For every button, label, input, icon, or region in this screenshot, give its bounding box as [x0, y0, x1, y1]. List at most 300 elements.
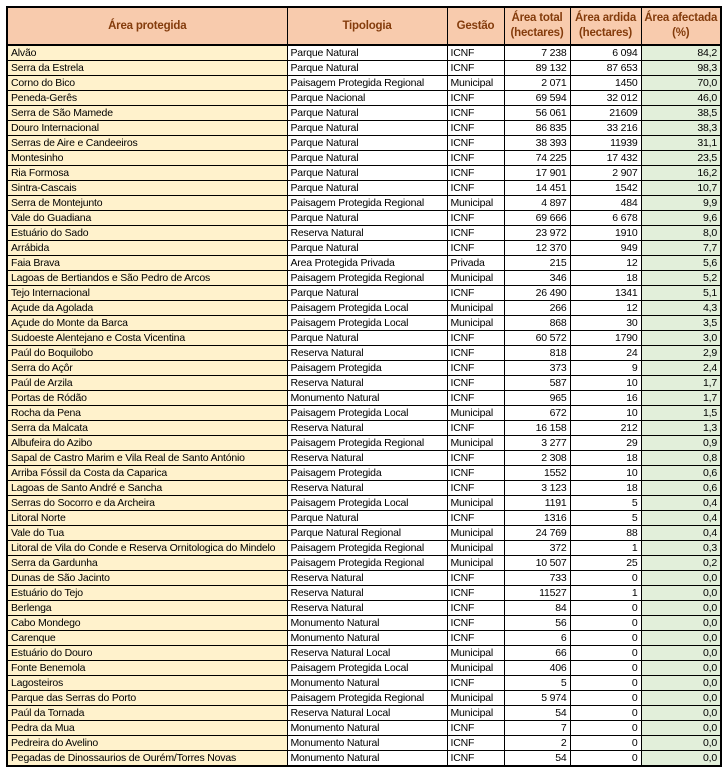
cell-area-ardida: 17 432 — [570, 151, 641, 166]
cell-area-protegida: Montesinho — [7, 151, 287, 166]
table-row — [7, 45, 721, 61]
table-row — [7, 151, 721, 166]
table-row — [7, 676, 721, 691]
cell-gestao: ICNF — [447, 751, 504, 767]
table-row — [7, 421, 721, 436]
cell-gestao: ICNF — [447, 226, 504, 241]
cell-area-afectada: 0,0 — [641, 676, 721, 691]
cell-area-afectada: 0,0 — [641, 586, 721, 601]
table-row — [7, 406, 721, 421]
table-row — [7, 76, 721, 91]
cell-area-protegida: Paúl de Arzila — [7, 376, 287, 391]
cell-tipologia: Monumento Natural — [287, 721, 447, 736]
cell-area-ardida: 0 — [570, 646, 641, 661]
cell-area-afectada: 3,0 — [641, 331, 721, 346]
table-row — [7, 706, 721, 721]
cell-area-afectada: 7,7 — [641, 241, 721, 256]
cell-area-total: 89 132 — [504, 61, 570, 76]
cell-area-afectada: 1,7 — [641, 376, 721, 391]
cell-area-protegida: Serra da Malcata — [7, 421, 287, 436]
table-row — [7, 391, 721, 406]
cell-tipologia: Monumento Natural — [287, 676, 447, 691]
cell-area-total: 5 — [504, 676, 570, 691]
table-row — [7, 121, 721, 136]
cell-gestao: ICNF — [447, 466, 504, 481]
column-header-area-total: Área total (hectares) — [504, 7, 570, 45]
table-row — [7, 556, 721, 571]
cell-area-afectada: 0,9 — [641, 436, 721, 451]
cell-area-ardida: 0 — [570, 661, 641, 676]
cell-area-afectada: 0,0 — [641, 631, 721, 646]
cell-area-protegida: Serra do Açôr — [7, 361, 287, 376]
cell-area-protegida: Litoral Norte — [7, 511, 287, 526]
cell-area-afectada: 0,0 — [641, 751, 721, 767]
cell-area-protegida: Sapal de Castro Marim e Vila Real de Santo António — [7, 451, 287, 466]
cell-area-ardida: 0 — [570, 706, 641, 721]
cell-tipologia: Parque Natural — [287, 511, 447, 526]
cell-area-total: 346 — [504, 271, 570, 286]
cell-gestao: ICNF — [447, 211, 504, 226]
cell-gestao: Municipal — [447, 556, 504, 571]
cell-area-ardida: 11939 — [570, 136, 641, 151]
cell-tipologia: Reserva Natural — [287, 571, 447, 586]
table-row — [7, 601, 721, 616]
cell-area-total: 84 — [504, 601, 570, 616]
table-row — [7, 616, 721, 631]
table-row — [7, 631, 721, 646]
table-row — [7, 61, 721, 76]
cell-tipologia: Parque Natural — [287, 211, 447, 226]
table-header — [7, 7, 721, 45]
cell-area-protegida: Faia Brava — [7, 256, 287, 271]
cell-area-protegida: Serra de Montejunto — [7, 196, 287, 211]
cell-area-total: 373 — [504, 361, 570, 376]
cell-tipologia: Paisagem Protegida Local — [287, 316, 447, 331]
cell-gestao: ICNF — [447, 616, 504, 631]
cell-gestao: ICNF — [447, 601, 504, 616]
cell-area-protegida: Litoral de Vila do Conde e Reserva Ornitologica do Mindelo — [7, 541, 287, 556]
cell-area-afectada: 1,7 — [641, 391, 721, 406]
cell-gestao: Municipal — [447, 196, 504, 211]
cell-gestao: Municipal — [447, 76, 504, 91]
cell-tipologia: Paisagem Protegida Local — [287, 406, 447, 421]
cell-area-total: 266 — [504, 301, 570, 316]
cell-area-afectada: 0,6 — [641, 466, 721, 481]
table-row — [7, 511, 721, 526]
cell-area-afectada: 0,4 — [641, 526, 721, 541]
cell-area-protegida: Berlenga — [7, 601, 287, 616]
table-row — [7, 196, 721, 211]
table-row — [7, 271, 721, 286]
cell-area-afectada: 0,0 — [641, 616, 721, 631]
cell-area-total: 2 — [504, 736, 570, 751]
cell-tipologia: Parque Natural — [287, 45, 447, 61]
cell-area-protegida: Dunas de São Jacinto — [7, 571, 287, 586]
cell-tipologia: Parque Natural — [287, 331, 447, 346]
cell-area-ardida: 0 — [570, 571, 641, 586]
table-row — [7, 691, 721, 706]
cell-area-afectada: 9,9 — [641, 196, 721, 211]
header-row — [7, 7, 721, 45]
cell-tipologia: Area Protegida Privada — [287, 256, 447, 271]
cell-area-total: 2 071 — [504, 76, 570, 91]
cell-area-total: 406 — [504, 661, 570, 676]
cell-area-total: 672 — [504, 406, 570, 421]
cell-tipologia: Reserva Natural Local — [287, 646, 447, 661]
cell-area-total: 74 225 — [504, 151, 570, 166]
column-header-gestao: Gestão — [447, 7, 504, 45]
cell-gestao: Municipal — [447, 496, 504, 511]
cell-area-protegida: Serras de Aire e Candeeiros — [7, 136, 287, 151]
table-row — [7, 526, 721, 541]
cell-tipologia: Paisagem Protegida Local — [287, 661, 447, 676]
cell-area-afectada: 0,0 — [641, 691, 721, 706]
cell-area-total: 2 308 — [504, 451, 570, 466]
cell-area-afectada: 2,4 — [641, 361, 721, 376]
cell-area-total: 16 158 — [504, 421, 570, 436]
cell-area-total: 86 835 — [504, 121, 570, 136]
cell-area-total: 56 061 — [504, 106, 570, 121]
cell-area-protegida: Pedra da Mua — [7, 721, 287, 736]
cell-area-protegida: Arrábida — [7, 241, 287, 256]
cell-area-ardida: 1341 — [570, 286, 641, 301]
cell-gestao: ICNF — [447, 241, 504, 256]
cell-area-protegida: Portas de Ródão — [7, 391, 287, 406]
table-row — [7, 106, 721, 121]
table-row — [7, 436, 721, 451]
table-row — [7, 211, 721, 226]
protected-areas-table — [6, 6, 722, 767]
cell-area-afectada: 0,6 — [641, 481, 721, 496]
cell-area-protegida: Parque das Serras do Porto — [7, 691, 287, 706]
table-row — [7, 751, 721, 767]
cell-area-total: 587 — [504, 376, 570, 391]
cell-area-protegida: Ria Formosa — [7, 166, 287, 181]
cell-area-ardida: 18 — [570, 271, 641, 286]
cell-area-protegida: Serra da Gardunha — [7, 556, 287, 571]
cell-area-protegida: Lagoas de Bertiandos e São Pedro de Arcos — [7, 271, 287, 286]
cell-area-ardida: 10 — [570, 406, 641, 421]
table-row — [7, 496, 721, 511]
cell-area-ardida: 10 — [570, 376, 641, 391]
cell-area-total: 6 — [504, 631, 570, 646]
table-row — [7, 481, 721, 496]
cell-tipologia: Paisagem Protegida Regional — [287, 691, 447, 706]
cell-area-total: 12 370 — [504, 241, 570, 256]
cell-area-protegida: Paúl da Tornada — [7, 706, 287, 721]
cell-area-total: 3 277 — [504, 436, 570, 451]
column-header-tipologia: Tipologia — [287, 7, 447, 45]
cell-gestao: Municipal — [447, 526, 504, 541]
cell-area-protegida: Albufeira do Azibo — [7, 436, 287, 451]
cell-area-afectada: 70,0 — [641, 76, 721, 91]
cell-area-ardida: 5 — [570, 496, 641, 511]
cell-area-afectada: 1,5 — [641, 406, 721, 421]
cell-area-total: 17 901 — [504, 166, 570, 181]
cell-area-protegida: Vale do Guadiana — [7, 211, 287, 226]
cell-area-ardida: 5 — [570, 511, 641, 526]
cell-area-total: 54 — [504, 751, 570, 767]
cell-gestao: ICNF — [447, 331, 504, 346]
table-row — [7, 541, 721, 556]
cell-area-afectada: 0,4 — [641, 511, 721, 526]
cell-area-protegida: Tejo Internacional — [7, 286, 287, 301]
cell-area-ardida: 25 — [570, 556, 641, 571]
cell-area-ardida: 16 — [570, 391, 641, 406]
cell-tipologia: Parque Natural — [287, 61, 447, 76]
table-row — [7, 571, 721, 586]
cell-area-afectada: 38,3 — [641, 121, 721, 136]
cell-area-afectada: 5,2 — [641, 271, 721, 286]
cell-area-protegida: Carenque — [7, 631, 287, 646]
cell-area-total: 69 666 — [504, 211, 570, 226]
cell-tipologia: Reserva Natural — [287, 226, 447, 241]
cell-gestao: Municipal — [447, 316, 504, 331]
cell-area-ardida: 12 — [570, 301, 641, 316]
cell-area-ardida: 2 907 — [570, 166, 641, 181]
cell-tipologia: Paisagem Protegida Regional — [287, 436, 447, 451]
cell-area-protegida: Peneda-Gerês — [7, 91, 287, 106]
cell-gestao: Municipal — [447, 541, 504, 556]
table-row — [7, 331, 721, 346]
cell-area-ardida: 9 — [570, 361, 641, 376]
cell-area-total: 3 123 — [504, 481, 570, 496]
cell-area-afectada: 0,8 — [641, 451, 721, 466]
cell-area-protegida: Vale do Tua — [7, 526, 287, 541]
table-row — [7, 181, 721, 196]
cell-area-ardida: 0 — [570, 751, 641, 767]
cell-area-afectada: 8,0 — [641, 226, 721, 241]
cell-area-afectada: 46,0 — [641, 91, 721, 106]
cell-area-total: 60 572 — [504, 331, 570, 346]
table-row — [7, 451, 721, 466]
cell-area-afectada: 31,1 — [641, 136, 721, 151]
table-row — [7, 646, 721, 661]
cell-area-protegida: Estuário do Sado — [7, 226, 287, 241]
cell-area-afectada: 2,9 — [641, 346, 721, 361]
cell-area-total: 56 — [504, 616, 570, 631]
cell-area-afectada: 0,0 — [641, 601, 721, 616]
column-header-area-ardida: Área ardida (hectares) — [570, 7, 641, 45]
cell-area-afectada: 0,0 — [641, 706, 721, 721]
cell-area-afectada: 38,5 — [641, 106, 721, 121]
cell-area-ardida: 87 653 — [570, 61, 641, 76]
cell-gestao: ICNF — [447, 61, 504, 76]
cell-gestao: Municipal — [447, 406, 504, 421]
cell-area-protegida: Rocha da Pena — [7, 406, 287, 421]
cell-tipologia: Paisagem Protegida Regional — [287, 76, 447, 91]
cell-tipologia: Reserva Natural — [287, 421, 447, 436]
cell-gestao: ICNF — [447, 511, 504, 526]
cell-area-protegida: Corno do Bico — [7, 76, 287, 91]
cell-area-ardida: 32 012 — [570, 91, 641, 106]
cell-tipologia: Paisagem Protegida — [287, 466, 447, 481]
cell-gestao: ICNF — [447, 136, 504, 151]
cell-area-ardida: 24 — [570, 346, 641, 361]
cell-gestao: ICNF — [447, 481, 504, 496]
cell-tipologia: Parque Natural — [287, 286, 447, 301]
cell-area-ardida: 0 — [570, 676, 641, 691]
cell-area-afectada: 0,0 — [641, 736, 721, 751]
cell-tipologia: Parque Natural — [287, 241, 447, 256]
table-row — [7, 301, 721, 316]
cell-tipologia: Paisagem Protegida Regional — [287, 196, 447, 211]
cell-area-afectada: 0,3 — [641, 541, 721, 556]
cell-area-afectada: 0,4 — [641, 496, 721, 511]
cell-area-ardida: 0 — [570, 631, 641, 646]
table-row — [7, 376, 721, 391]
cell-area-total: 23 972 — [504, 226, 570, 241]
cell-area-total: 24 769 — [504, 526, 570, 541]
cell-area-afectada: 1,3 — [641, 421, 721, 436]
cell-area-protegida: Fonte Benemola — [7, 661, 287, 676]
cell-area-afectada: 16,2 — [641, 166, 721, 181]
cell-tipologia: Reserva Natural — [287, 601, 447, 616]
cell-area-ardida: 1910 — [570, 226, 641, 241]
cell-tipologia: Parque Natural — [287, 136, 447, 151]
cell-area-ardida: 212 — [570, 421, 641, 436]
cell-area-total: 818 — [504, 346, 570, 361]
cell-tipologia: Parque Natural — [287, 166, 447, 181]
cell-tipologia: Paisagem Protegida Regional — [287, 271, 447, 286]
cell-area-afectada: 0,0 — [641, 721, 721, 736]
cell-area-afectada: 5,6 — [641, 256, 721, 271]
column-header-area-protegida: Área protegida — [7, 7, 287, 45]
cell-gestao: ICNF — [447, 346, 504, 361]
cell-area-ardida: 33 216 — [570, 121, 641, 136]
table-row — [7, 226, 721, 241]
cell-gestao: ICNF — [447, 451, 504, 466]
cell-gestao: Municipal — [447, 646, 504, 661]
cell-area-protegida: Lagoas de Santo André e Sancha — [7, 481, 287, 496]
cell-area-ardida: 18 — [570, 481, 641, 496]
cell-gestao: ICNF — [447, 391, 504, 406]
cell-gestao: ICNF — [447, 286, 504, 301]
cell-area-ardida: 6 678 — [570, 211, 641, 226]
table-row — [7, 136, 721, 151]
table-row — [7, 721, 721, 736]
cell-tipologia: Reserva Natural — [287, 376, 447, 391]
cell-gestao: Privada — [447, 256, 504, 271]
cell-tipologia: Parque Natural — [287, 151, 447, 166]
cell-area-afectada: 0,0 — [641, 646, 721, 661]
cell-gestao: ICNF — [447, 121, 504, 136]
cell-area-afectada: 0,0 — [641, 661, 721, 676]
cell-tipologia: Paisagem Protegida — [287, 361, 447, 376]
cell-area-afectada: 0,0 — [641, 571, 721, 586]
table-row — [7, 241, 721, 256]
cell-gestao: ICNF — [447, 571, 504, 586]
cell-gestao: ICNF — [447, 106, 504, 121]
cell-area-ardida: 1542 — [570, 181, 641, 196]
cell-area-total: 7 — [504, 721, 570, 736]
cell-gestao: ICNF — [447, 361, 504, 376]
cell-area-protegida: Paúl do Boquilobo — [7, 346, 287, 361]
table-row — [7, 736, 721, 751]
cell-area-afectada: 23,5 — [641, 151, 721, 166]
cell-gestao: ICNF — [447, 45, 504, 61]
cell-gestao: Municipal — [447, 691, 504, 706]
cell-gestao: ICNF — [447, 91, 504, 106]
cell-area-total: 7 238 — [504, 45, 570, 61]
table-row — [7, 346, 721, 361]
cell-area-total: 69 594 — [504, 91, 570, 106]
cell-area-protegida: Alvão — [7, 45, 287, 61]
cell-area-protegida: Serra da Estrela — [7, 61, 287, 76]
cell-area-protegida: Douro Internacional — [7, 121, 287, 136]
cell-gestao: Municipal — [447, 661, 504, 676]
cell-area-afectada: 98,3 — [641, 61, 721, 76]
cell-area-total: 965 — [504, 391, 570, 406]
cell-tipologia: Reserva Natural — [287, 451, 447, 466]
cell-area-afectada: 9,6 — [641, 211, 721, 226]
cell-tipologia: Reserva Natural Local — [287, 706, 447, 721]
cell-gestao: ICNF — [447, 721, 504, 736]
cell-gestao: ICNF — [447, 376, 504, 391]
cell-area-total: 14 451 — [504, 181, 570, 196]
cell-area-total: 1552 — [504, 466, 570, 481]
column-header-area-afectada: Área afectada (%) — [641, 7, 721, 45]
cell-gestao: ICNF — [447, 736, 504, 751]
cell-area-ardida: 0 — [570, 736, 641, 751]
cell-area-protegida: Estuário do Tejo — [7, 586, 287, 601]
cell-area-protegida: Pedreira do Avelino — [7, 736, 287, 751]
cell-tipologia: Reserva Natural — [287, 481, 447, 496]
cell-area-protegida: Serra de São Mamede — [7, 106, 287, 121]
cell-area-total: 733 — [504, 571, 570, 586]
cell-area-total: 11527 — [504, 586, 570, 601]
cell-area-total: 66 — [504, 646, 570, 661]
cell-area-protegida: Arriba Fóssil da Costa da Caparica — [7, 466, 287, 481]
cell-area-ardida: 1 — [570, 541, 641, 556]
table-row — [7, 316, 721, 331]
table-row — [7, 466, 721, 481]
cell-tipologia: Parque Natural — [287, 121, 447, 136]
cell-tipologia: Parque Natural — [287, 181, 447, 196]
cell-area-total: 1316 — [504, 511, 570, 526]
cell-area-ardida: 12 — [570, 256, 641, 271]
cell-area-protegida: Sudoeste Alentejano e Costa Vicentina — [7, 331, 287, 346]
cell-area-ardida: 949 — [570, 241, 641, 256]
cell-area-afectada: 4,3 — [641, 301, 721, 316]
cell-tipologia: Parque Natural — [287, 106, 447, 121]
cell-area-total: 54 — [504, 706, 570, 721]
cell-area-ardida: 1790 — [570, 331, 641, 346]
cell-area-total: 1191 — [504, 496, 570, 511]
cell-area-afectada: 3,5 — [641, 316, 721, 331]
cell-area-ardida: 0 — [570, 691, 641, 706]
table-row — [7, 361, 721, 376]
cell-area-protegida: Cabo Mondego — [7, 616, 287, 631]
cell-gestao: ICNF — [447, 151, 504, 166]
cell-gestao: Municipal — [447, 436, 504, 451]
cell-area-ardida: 6 094 — [570, 45, 641, 61]
cell-area-total: 372 — [504, 541, 570, 556]
cell-area-ardida: 10 — [570, 466, 641, 481]
cell-area-ardida: 0 — [570, 721, 641, 736]
cell-gestao: Municipal — [447, 706, 504, 721]
cell-gestao: Municipal — [447, 271, 504, 286]
cell-gestao: ICNF — [447, 631, 504, 646]
cell-area-total: 5 974 — [504, 691, 570, 706]
cell-area-ardida: 1 — [570, 586, 641, 601]
table-row — [7, 256, 721, 271]
cell-tipologia: Monumento Natural — [287, 736, 447, 751]
cell-area-afectada: 10,7 — [641, 181, 721, 196]
cell-area-ardida: 88 — [570, 526, 641, 541]
cell-area-ardida: 1450 — [570, 76, 641, 91]
table-row — [7, 166, 721, 181]
